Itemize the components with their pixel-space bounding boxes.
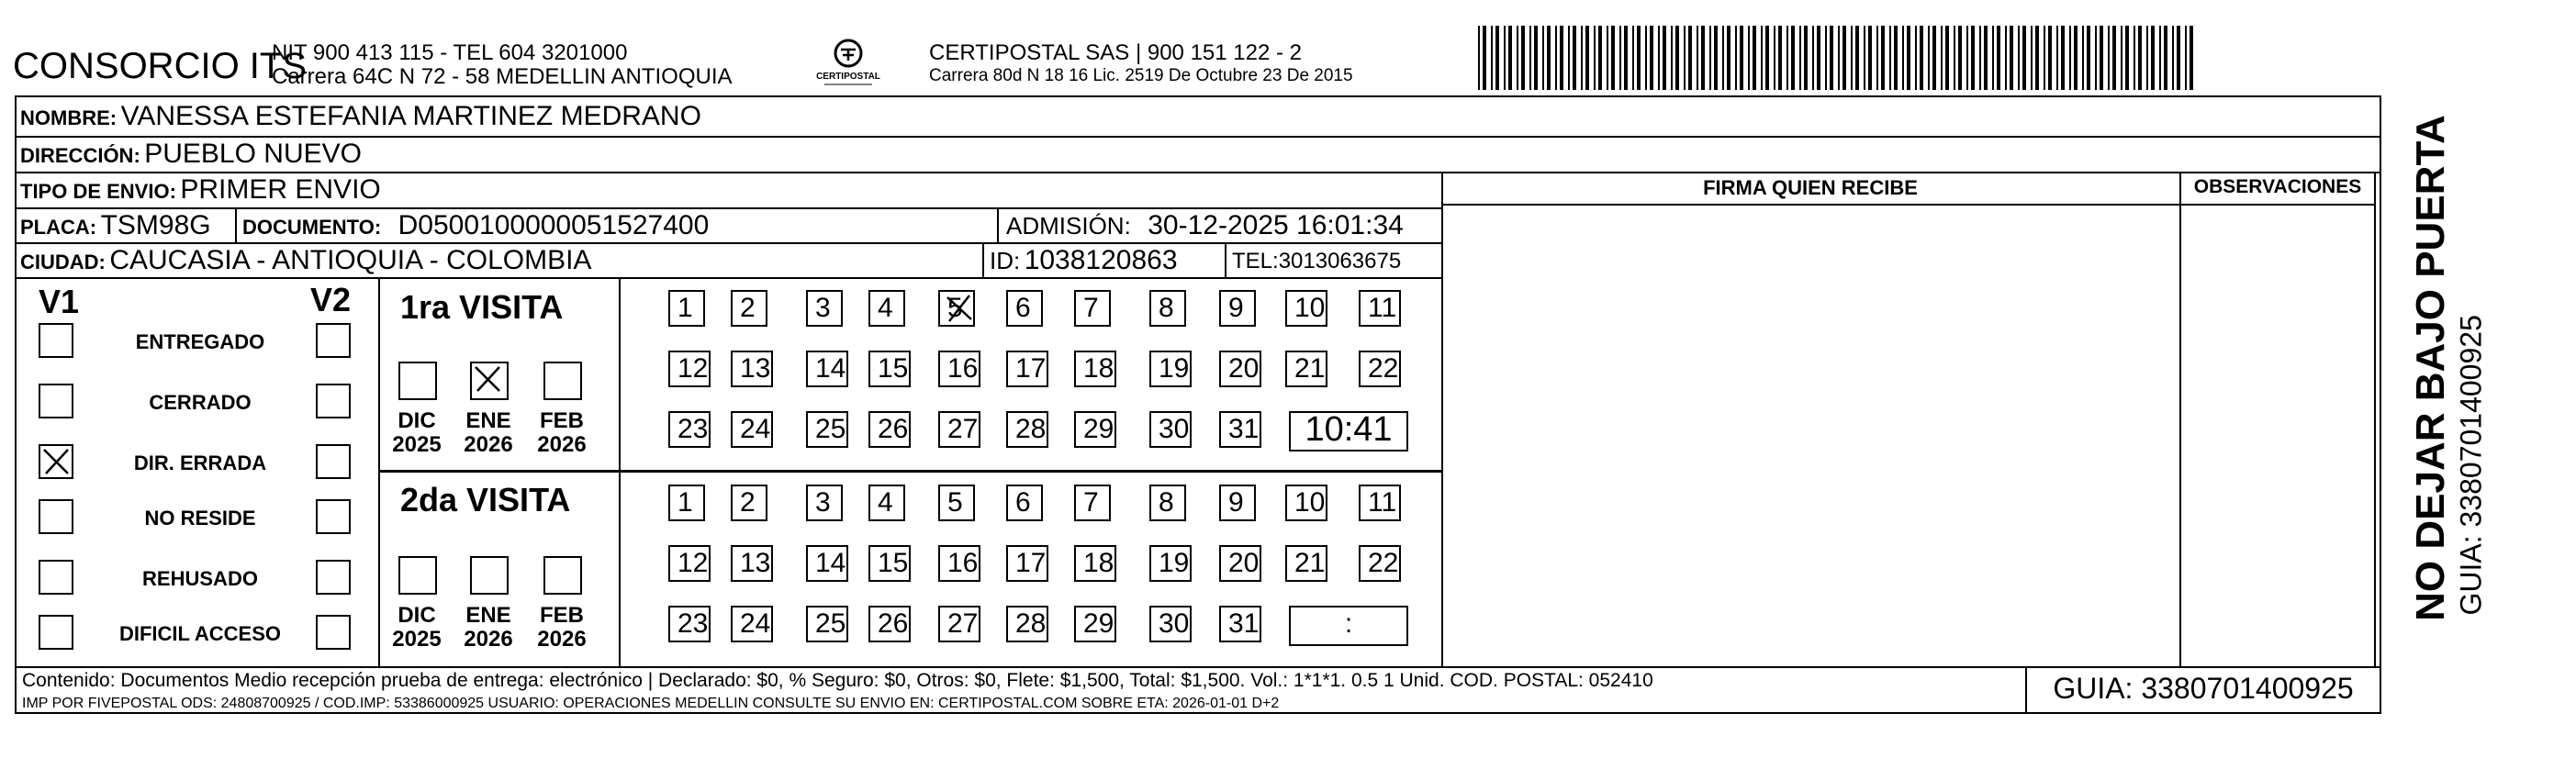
barcode-bar [1611,26,1615,90]
visit1-day-30[interactable]: 30 [1149,411,1192,448]
barcode-bar [2125,26,2129,90]
barcode-bar [2018,26,2020,90]
barcode-bar [2185,26,2187,90]
visit1-day-12[interactable]: 12 [668,351,711,387]
barcode-bar [2044,26,2045,90]
divider [2374,173,2376,668]
barcode-bar [1812,26,1814,90]
visit1-day-14[interactable]: 14 [806,351,848,387]
visit2-day-29[interactable]: 29 [1074,606,1116,642]
visit2-month-label [461,604,516,652]
barcode-bar [1753,26,1756,90]
divider [1225,244,1226,277]
ciudad-value: CAUCASIA - ANTIOQUIA - COLOMBIA [109,245,592,275]
barcode-bar [1709,26,1711,90]
barcode-bar [1619,26,1621,90]
barcode-bar [1915,26,1917,90]
barcode-bar [2138,26,2142,90]
barcode-bar [1735,26,1737,90]
barcode-bar [2069,26,2071,90]
day-check-mark [942,292,977,333]
barcode-bar [1534,26,1538,90]
visit1-day-23[interactable]: 23 [668,411,711,448]
footer-contenido: Contenido: Documentos Medio recepción prueba de entrega: electrónico | Declarado: $0, % Seguro: $0, Otros: $0, Flete: $1,500, Total: $1,500. Vol.: 1*1*1. 0.5 1 Unid. COD. POSTAL: 052410 [22,670,1653,691]
barcode-bar [1478,26,1480,90]
v1-checkbox-entregado[interactable] [39,323,73,358]
status-label-dir-errada: DIR. ERRADA [133,451,267,474]
barcode-bar [1508,26,1512,90]
visit2-day-14[interactable]: 14 [806,545,848,582]
barcode-bar [1547,26,1551,90]
barcode-bar [1992,26,1994,90]
barcode-bar [1842,26,1846,90]
divider [378,277,380,668]
barcode-bar [1701,26,1705,90]
barcode-bar [1555,26,1557,90]
visit2-day-8[interactable]: 8 [1149,485,1186,521]
side-text [2391,115,2488,642]
carrier-name: CERTIPOSTAL SAS | 900 151 122 - 2 [929,40,1302,65]
barcode-bar [1881,26,1885,90]
admision-value: 30-12-2025 16:01:34 [1148,210,1404,240]
barcode-bar [2146,26,2148,90]
visit2-day-31[interactable]: 31 [1219,606,1261,642]
divider [15,136,2381,138]
visit2-month-box-ene[interactable] [470,556,509,595]
visit1-day-3[interactable]: 3 [806,290,843,327]
divider [15,242,1443,244]
visit1-month-label [389,409,444,457]
barcode-bar [1966,26,1968,90]
observations-area[interactable] [2183,207,2372,666]
month-year: 2026 [464,627,513,652]
v1-checkbox-cerrado[interactable] [39,384,73,418]
visit2-day-3[interactable]: 3 [806,485,843,521]
v2-checkbox-no-reside[interactable] [316,499,351,534]
barcode-bar [1774,26,1775,90]
direccion-value: PUEBLO NUEVO [144,139,362,169]
svg-text:CERTIPOSTAL: CERTIPOSTAL [816,72,880,82]
visit1-day-27[interactable]: 27 [938,411,980,448]
visit2-day-26[interactable]: 26 [868,606,911,642]
visit1-day-24[interactable]: 24 [731,411,773,448]
barcode-bar [1697,26,1698,90]
barcode-bar [2100,26,2103,90]
barcode-bar [1517,26,1518,90]
barcode-bar [1907,26,1910,90]
visit2-day-15[interactable]: 15 [868,545,911,582]
barcode-bar [2164,26,2167,90]
status-label-cerrado: CERRADO [149,391,252,414]
barcode-bar [1727,26,1730,90]
visit2-day-18[interactable]: 18 [1074,545,1116,582]
visit2-day-1[interactable]: 1 [668,485,705,521]
visit1-day-8[interactable]: 8 [1149,290,1186,327]
barcode-bar [1607,26,1608,90]
barcode-bar [1765,26,1769,90]
barcode-bar [1748,26,1750,90]
visit2-day-13[interactable]: 13 [731,545,773,582]
visit2-day-7[interactable]: 7 [1074,485,1111,521]
ciudad-label: CIUDAD: [20,251,106,273]
visit1-day-31[interactable]: 31 [1219,411,1261,448]
visit2-day-22[interactable]: 22 [1359,545,1401,582]
visit1-day-25[interactable]: 25 [806,411,848,448]
visit2-day-20[interactable]: 20 [1219,545,1261,582]
visit1-month-box-dic[interactable] [398,362,437,400]
barcode-bar [2112,26,2116,90]
month-name: FEB [540,603,584,628]
visit1-day-17[interactable]: 17 [1006,351,1048,387]
barcode-bar [1979,26,1981,90]
barcode-bar [1560,26,1563,90]
barcode-bar [2082,26,2084,90]
divider [15,172,2381,173]
barcode-bar [1568,26,1570,90]
visit1-day-10[interactable]: 10 [1285,290,1327,327]
v2-checkbox-cerrado[interactable] [316,384,351,418]
barcode-bar [1997,26,2000,90]
tel-label: TEL: [1232,249,1279,273]
barcode-bar [2048,26,2052,90]
visit2-day-25[interactable]: 25 [806,606,848,642]
company-name: CONSORCIO ITS [13,46,308,86]
barcode-bar [2074,26,2078,90]
visit2-month-box-feb[interactable] [543,556,582,595]
month-name: ENE [465,603,511,628]
v1-checkbox-dir-errada[interactable] [39,444,73,479]
visit2-day-11[interactable]: 11 [1359,485,1401,521]
visit1-day-4[interactable]: 4 [868,290,905,327]
barcode-bar [2134,26,2135,90]
visit1-day-11[interactable]: 11 [1359,290,1401,327]
month-name: ENE [465,408,511,433]
barcode-bar [1645,26,1647,90]
barcode-bar [1971,26,1975,90]
visit2-day-23[interactable]: 23 [668,606,711,642]
admision-field [1006,210,1404,241]
v1-checkbox-dificil-acceso[interactable] [39,615,73,650]
barcode-bar [1632,26,1634,90]
barcode-bar [1573,26,1576,90]
divider [15,277,1443,279]
footer-imp: IMP POR FIVEPOSTAL ODS: 24808700925 / COD.IMP: 53386000925 USUARIO: OPERACIONES MEDELLIN CONSULTE SU ENVIO EN: CERTIPOSTAL.COM SOBRE ETA: 2026-01-01 D+2 [22,696,1280,711]
visit1-month-label [534,409,589,457]
certipostal-logo [812,37,885,88]
barcode-bar [2095,26,2097,90]
documento-value: D0500100000051527400 [398,210,710,240]
visit2-day-27[interactable]: 27 [938,606,980,642]
barcode-bar [2005,26,2007,90]
visit2-day-21[interactable]: 21 [1285,545,1327,582]
divider [1441,173,1443,668]
v2-checkbox-entregado[interactable] [316,323,351,358]
barcode-bar [1868,26,1872,90]
month-year: 2025 [392,627,442,652]
visit2-day-28[interactable]: 28 [1006,606,1048,642]
visit2-day-4[interactable]: 4 [868,485,905,521]
observaciones-label: OBSERVACIONES [2193,176,2362,197]
visit1-day-18[interactable]: 18 [1074,351,1116,387]
barcode-bar [1920,26,1923,90]
barcode-bar [1954,26,1955,90]
visit1-day-6[interactable]: 6 [1006,290,1043,327]
divider [997,209,999,242]
barcode-bar [1778,26,1782,90]
barcode-bar [1740,26,1743,90]
visit1-day-13[interactable]: 13 [731,351,773,387]
divider [15,207,1443,209]
visit1-day-7[interactable]: 7 [1074,290,1111,327]
barcode-bar [1864,26,1865,90]
barcode-bar [1598,26,1602,90]
divider [982,244,984,277]
barcode-bar [2121,26,2122,90]
visit2-day-9[interactable]: 9 [1219,485,1256,521]
barcode-bar [1791,26,1795,90]
barcode-bar [1958,26,1962,90]
second-visit-title: 2da VISITA [400,481,571,518]
visit2-month-box-dic[interactable] [398,556,437,595]
barcode-bar [1483,26,1486,90]
barcode-bar [1688,26,1692,90]
barcode-bar [2159,26,2161,90]
barcode-bar [1984,26,1988,90]
barcode-bar [1889,26,1891,90]
visit1-day-5[interactable]: 5 [938,290,975,327]
first-visit-title: 1ra VISITA [400,288,564,326]
month-year: 2025 [392,432,442,457]
barcode-bar [1594,26,1596,90]
visit1-day-9[interactable]: 9 [1219,290,1256,327]
barcode-bar [1491,26,1493,90]
barcode-bar [2035,26,2039,90]
barcode-bar [1932,26,1936,90]
nombre-label: NOMBRE: [20,106,118,129]
tel-field [1232,249,1401,274]
company-nit: NIT 900 413 115 - TEL 604 3201000 [272,40,628,65]
visit1-time-box[interactable]: 10:41 [1289,411,1408,451]
v1-header: V1 [39,283,80,320]
barcode-bar [2190,26,2193,90]
barcode-bar [1529,26,1531,90]
barcode-bar [1876,26,1878,90]
barcode-bar [1684,26,1686,90]
barcode-bar [1624,26,1628,90]
barcode-bar [1830,26,1833,90]
documento-label: DOCUMENTO: [242,216,382,239]
barcode-bar [1817,26,1820,90]
footer-guia: GUIA: 3380701400925 [2053,672,2354,705]
month-year: 2026 [537,627,587,652]
placa-label: PLACA: [20,216,97,239]
visit1-day-19[interactable]: 19 [1149,351,1192,387]
visit2-day-6[interactable]: 6 [1006,485,1043,521]
barcode-bar [1663,26,1666,90]
barcode-bar [2087,26,2090,90]
barcode-bar [1894,26,1898,90]
nombre-row [20,101,701,132]
barcode-bar [1761,26,1763,90]
visit1-month-box-feb[interactable] [543,362,582,400]
divider [1441,204,2376,206]
nombre-value: VANESSA ESTEFANIA MARTINEZ MEDRANO [120,101,701,131]
barcode-bar [1855,26,1859,90]
visit2-time-box[interactable]: : [1289,606,1408,646]
v1-checkbox-rehusado[interactable] [39,560,73,595]
tel-value: 3013063675 [1278,249,1402,273]
barcode-bar [1825,26,1827,90]
visit1-day-29[interactable]: 29 [1074,411,1116,448]
visit2-day-24[interactable]: 24 [731,606,773,642]
barcode-bar [1838,26,1840,90]
status-label-entregado: ENTREGADO [135,330,265,353]
visit1-day-2[interactable]: 2 [731,290,767,327]
barcode-bar [1585,26,1589,90]
v2-checkbox-dificil-acceso[interactable] [316,615,351,650]
barcode-bar [1786,26,1788,90]
visit2-month-label [389,604,444,652]
barcode-bar [2056,26,2058,90]
barcode-bar [2061,26,2065,90]
carrier-address: Carrera 80d N 18 16 Lic. 2519 De Octubre 23 De 2015 [929,66,1353,85]
v1-checkbox-no-reside[interactable] [39,499,73,534]
barcode-bar [2022,26,2026,90]
month-year: 2026 [464,432,513,457]
visit2-day-10[interactable]: 10 [1285,485,1327,521]
direccion-label: DIRECCIÓN: [20,144,140,167]
visit1-month-label [461,409,516,457]
tipo-value: PRIMER ENVIO [180,174,381,205]
visit1-day-28[interactable]: 28 [1006,411,1048,448]
placa-value: TSM98G [100,210,211,240]
barcode-bar [1714,26,1718,90]
barcode-bar [2108,26,2110,90]
visit2-day-19[interactable]: 19 [1149,545,1192,582]
id-value: 1038120863 [1024,245,1178,275]
visit2-day-2[interactable]: 2 [731,485,767,521]
divider [235,209,237,242]
barcode-bar [1637,26,1641,90]
visit1-day-22[interactable]: 22 [1359,351,1401,387]
visit1-day-20[interactable]: 20 [1219,351,1261,387]
month-name: DIC [398,603,436,628]
visit1-day-1[interactable]: 1 [668,290,705,327]
barcode-bar [1504,26,1506,90]
barcode-bar [1521,26,1525,90]
divider [2179,173,2181,668]
visit1-day-21[interactable]: 21 [1285,351,1327,387]
barcode-bar [1722,26,1724,90]
visit2-day-17[interactable]: 17 [1006,545,1048,582]
visit2-day-5[interactable]: 5 [938,485,975,521]
barcode-bar [1581,26,1583,90]
divider [378,470,1443,473]
month-name: DIC [398,408,436,433]
barcode-bar [2151,26,2155,90]
divider [619,277,621,668]
side-guia: GUIA: 3380701400925 [2454,315,2488,616]
status-label-rehusado: REHUSADO [142,567,258,590]
month-name: FEB [540,408,584,433]
company-address: Carrera 64C N 72 - 58 MEDELLIN ANTIOQUIA [272,64,733,89]
barcode-bar [1804,26,1808,90]
ciudad-field [20,245,591,276]
status-label-no-reside: NO RESIDE [144,507,256,529]
v2-checkbox-dir-errada[interactable] [316,444,351,479]
barcode-bar [1495,26,1499,90]
barcode-bar [1902,26,1904,90]
barcode-bar [2172,26,2174,90]
visit1-month-box-ene[interactable] [470,362,509,400]
side-warning: NO DEJAR BAJO PUERTA [2408,115,2453,621]
id-field [990,245,1178,276]
signature-area[interactable] [1445,207,2178,666]
visit1-day-26[interactable]: 26 [868,411,911,448]
barcode-bar [1671,26,1673,90]
tipo-label: TIPO DE ENVIO: [20,180,176,203]
tipo-row [20,174,381,206]
visit2-day-30[interactable]: 30 [1149,606,1192,642]
barcode-bar [1928,26,1930,90]
visit1-day-16[interactable]: 16 [938,351,980,387]
visit1-day-15[interactable]: 15 [868,351,911,387]
barcode-bar [1941,26,1943,90]
barcode-bar [2031,26,2033,90]
v2-checkbox-rehusado[interactable] [316,560,351,595]
barcode-bar [2177,26,2180,90]
barcode-bar [1799,26,1801,90]
id-label: ID: [990,247,1021,274]
v2-header: V2 [310,281,352,318]
visit2-day-12[interactable]: 12 [668,545,711,582]
placa-field [20,210,211,241]
barcode-bar [2010,26,2013,90]
visit2-day-16[interactable]: 16 [938,545,980,582]
barcode-bar [1542,26,1544,90]
barcode-bar [1650,26,1653,90]
barcode-bar [1675,26,1679,90]
barcode-bar [1851,26,1853,90]
direccion-row [20,139,362,170]
barcode-bar [1945,26,1949,90]
documento-field [242,210,709,241]
admision-label: ADMISIÓN: [1006,212,1131,240]
firma-label: FIRMA QUIEN RECIBE [1703,176,1918,199]
barcode-bar [1658,26,1660,90]
status-label-dificil-acceso: DIFICIL ACCESO [118,622,281,645]
barcode [1478,26,2203,90]
month-year: 2026 [537,432,587,457]
visit2-month-label [534,604,589,652]
